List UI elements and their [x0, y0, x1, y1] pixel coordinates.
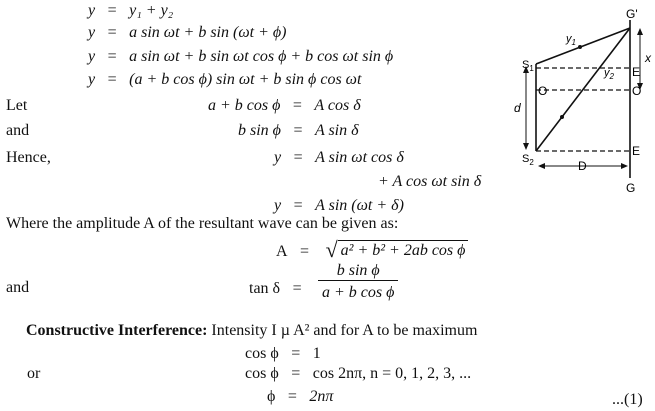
- eq-rel: =: [107, 2, 117, 19]
- eq-rel: =: [300, 243, 310, 260]
- eq-rhs: a sin ωt + b sin (ωt + ϕ): [129, 24, 287, 41]
- eq-lhs: cos ϕ: [245, 345, 279, 362]
- eq-rel: =: [107, 24, 117, 41]
- label-o-right: O: [632, 84, 642, 98]
- equation-line-4: [88, 71, 361, 89]
- and-label: and: [6, 122, 30, 139]
- tan-and-label: and: [6, 279, 30, 296]
- constructive-equation-2: [245, 365, 471, 383]
- equation-number: ...(1): [612, 391, 643, 408]
- radical-sign: √: [325, 237, 338, 262]
- d-arrow-head-bottom: [523, 143, 529, 150]
- fraction-denominator: a + b cos ϕ: [318, 280, 398, 302]
- eq-rhs: y₁ + y₂: [129, 2, 174, 19]
- eq-rel: =: [291, 365, 301, 382]
- amplitude-equation: [276, 237, 468, 262]
- let-equation-2: [238, 122, 359, 140]
- eq-rel: =: [107, 48, 117, 65]
- eq-rhs: A cos δ: [314, 97, 361, 114]
- label-o-left: O: [538, 84, 548, 98]
- hence-label: Hence,: [6, 149, 51, 166]
- or-label: or: [27, 365, 41, 382]
- eq-rel: =: [291, 345, 301, 362]
- x-arrow-head-top: [637, 28, 643, 35]
- equation-line-2: [88, 24, 286, 42]
- eq-rel: =: [293, 122, 303, 139]
- let-equation-4: [274, 197, 404, 215]
- eq-rel: =: [292, 97, 302, 114]
- let-equation-1: [208, 97, 361, 115]
- D-arrow-head-left: [538, 163, 545, 169]
- eq-lhs: cos ϕ: [245, 365, 279, 382]
- eq-lhs: y: [274, 197, 282, 214]
- eq-rel: =: [287, 388, 297, 405]
- eq-lhs: a + b cos ϕ: [208, 97, 281, 114]
- eq-rhs: 2nπ: [309, 388, 334, 405]
- eq-lhs: ϕ: [267, 388, 276, 405]
- label-x: x: [645, 51, 651, 65]
- interference-diagram: [500, 6, 655, 201]
- eq-lhs: b sin ϕ: [238, 122, 281, 139]
- tan-fraction: [318, 262, 398, 302]
- constructive-equation-3: [267, 388, 333, 406]
- constructive-heading: Constructive Interference:: [26, 322, 208, 339]
- tan-lhs: [249, 280, 314, 298]
- let-equation-3: [274, 149, 404, 167]
- eq-rhs: cos 2nπ, n = 0, 1, 2, 3, ...: [312, 365, 472, 382]
- label-g: G: [626, 181, 636, 195]
- equation-line-3: [88, 48, 393, 66]
- amplitude-sentence: Where the amplitude A of the resultant wave can be given as:: [6, 215, 399, 232]
- eq-rhs: A sin ωt cos δ: [315, 149, 404, 166]
- D-arrow-head-right: [621, 163, 628, 169]
- label-s1: $S_1$: [522, 59, 534, 73]
- fraction-numerator: b sin ϕ: [336, 262, 380, 279]
- eq-rhs: (a + b cos ϕ) sin ωt + b sin ϕ cos ωt: [129, 71, 362, 88]
- eq-lhs: A: [276, 243, 288, 260]
- ray-y2-dot: [560, 115, 564, 119]
- label-y2: $y_2$: [604, 67, 614, 81]
- eq-lhs: y: [88, 48, 96, 65]
- constructive-text: Intensity I µ A² and for A to be maximum: [211, 322, 478, 339]
- label-y1: $y_1$: [566, 33, 576, 47]
- eq-rhs: 1: [312, 345, 321, 362]
- radicand: a² + b² + 2ab cos ϕ: [338, 240, 469, 261]
- eq-lhs: y: [88, 2, 96, 19]
- let-equation-3-continuation: + A cos ωt sin δ: [378, 173, 482, 190]
- ray-y1-dot: [578, 45, 582, 49]
- eq-rel: =: [293, 149, 303, 166]
- let-label: Let: [6, 97, 28, 114]
- eq-rhs: A sin δ: [314, 122, 359, 139]
- label-g-prime: G': [626, 7, 638, 21]
- eq-lhs: y: [88, 71, 96, 88]
- constructive-equation-1: [245, 345, 321, 363]
- eq-rel: =: [293, 197, 303, 214]
- label-d: d: [514, 101, 521, 115]
- eq-rel: =: [107, 71, 117, 88]
- eq-rhs: a sin ωt + b sin ωt cos ϕ + b cos ωt sin ϕ: [129, 48, 394, 65]
- label-e-top: E: [632, 65, 641, 79]
- square-root: [325, 237, 469, 262]
- eq-lhs: y: [274, 149, 282, 166]
- equation-line-1: [88, 2, 173, 20]
- eq-lhs: y: [88, 24, 96, 41]
- constructive-line: [26, 322, 477, 340]
- label-D: D: [578, 159, 587, 173]
- eq-rhs: A sin (ωt + δ): [315, 197, 404, 214]
- eq-rel: =: [292, 280, 302, 297]
- label-s2: $S_2$: [522, 153, 534, 167]
- eq-lhs: tan δ: [249, 280, 281, 297]
- label-e-bottom: E: [632, 144, 641, 158]
